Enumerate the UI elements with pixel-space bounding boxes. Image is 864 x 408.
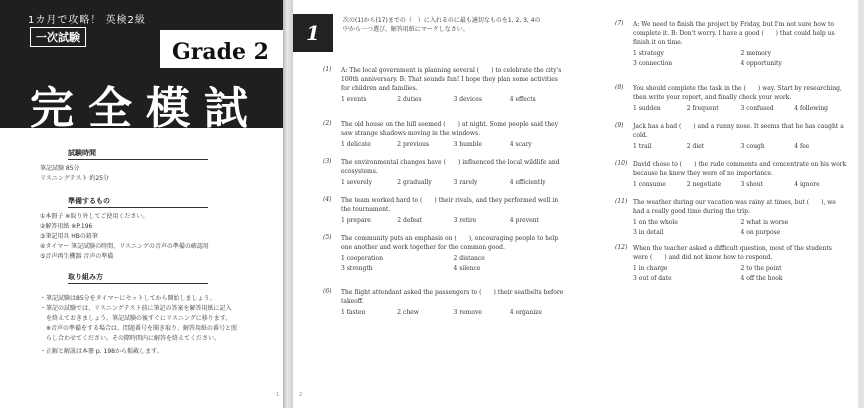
question-number: (7) [615,20,624,27]
question-10 [615,160,848,189]
option[interactable]: 1 prepare [341,217,371,224]
option[interactable]: 3 confused [740,105,774,112]
option[interactable]: 3 in detail [633,229,664,236]
option[interactable]: 3 rarely [453,179,478,186]
question-number: (1) [323,66,332,73]
option[interactable]: 3 devices [453,96,482,103]
question-number: (5) [323,234,332,241]
option[interactable]: 3 strength [341,265,373,272]
option[interactable]: 1 fasten [341,309,366,316]
question-number: (10) [615,160,628,167]
question-number: (2) [323,120,332,127]
question-stem: Jack has a bad ( ) and a runny nose. It seems that he has caught a cold. [633,123,844,139]
option[interactable]: 4 efficiently [509,179,546,186]
option[interactable]: 3 cough [740,143,765,150]
howto-line: ・筆記の試験では、リスニングテスト前に筆記の答案を解答用紙に記入 [40,305,232,312]
option[interactable]: 4 fee [794,143,810,150]
option[interactable]: 4 prevent [509,217,539,224]
time-line: 筆記試験 85分 [40,165,80,172]
question-stem: The old house on the hill seemed ( ) at night. Some people said they saw strange shadows moving in the windows. [341,121,559,137]
option[interactable]: 4 on purpose [740,229,781,236]
instructions: 次の(1)から(17)までの（ ）に入れるのに最も適切なものを1, 2, 3, 4の中から一つ選び、解答用紙にマークしなさい。 [343,17,541,33]
section-title-howto: 取り組み方 [68,272,208,284]
question-7 [615,20,848,68]
question-stem: A: The local government is planning several ( ) to celebrate the city's 100th anniversary. B: That sounds fun! I hope they plan some activities for children and families. [341,67,562,92]
page-edge [858,0,864,408]
option[interactable]: 1 strategy [633,50,664,57]
grade-label: Grade 2 [172,39,269,65]
prep-line: ①本冊子 ※取り外してご使用ください。 [40,213,149,220]
option[interactable]: 2 frequent [686,105,719,112]
option[interactable]: 2 distance [453,255,485,262]
option[interactable]: 2 defeat [397,217,423,224]
option[interactable]: 4 silence [453,265,481,272]
question-stem: When the teacher asked a difficult question, most of the students were ( ) and did not know how to respond. [633,245,832,261]
section-number-tab: 1 [293,14,333,52]
question-5 [323,234,566,273]
option[interactable]: 4 effects [509,96,536,103]
question-12 [615,244,848,283]
howto-line: らし合わせてください。その際時間内に解答を終えてください。 [40,335,221,342]
question-number: (3) [323,158,332,165]
question-2 [323,120,566,149]
option[interactable]: 4 following [794,105,829,112]
option[interactable]: 4 off the hook [740,275,783,282]
question-stem: The community puts an emphasis on ( ), encouraging people to help one another and work together for the common good. [341,235,559,251]
option[interactable]: 2 what is worse [740,219,789,226]
howto-line: ・正解と解説は本冊 p. 198から掲載します。 [40,348,163,355]
option[interactable]: 4 scary [509,141,532,148]
option[interactable]: 4 organize [509,309,542,316]
question-number: (11) [615,198,628,205]
question-number: (12) [615,244,628,251]
question-11 [615,198,848,237]
option[interactable]: 3 out of date [633,275,672,282]
question-stem: A: We need to finish the project by Friday, but I'm not sure how to complete it. B: Don't worry. I have a good ( ) that could help us finish it on time. [633,21,835,46]
option[interactable]: 2 previous [397,141,430,148]
question-number: (6) [323,288,332,295]
option[interactable]: 3 remove [453,309,482,316]
prep-line: ②解答用紙 ※P.196 [40,223,93,230]
header-subtitle: 1カ月で攻略！ 英検2級 [28,15,146,26]
option[interactable]: 1 cooperation [341,255,383,262]
option[interactable]: 2 to the point [740,265,782,272]
question-stem: The environmental changes have ( ) influenced the local wildlife and ecosystems. [341,159,560,175]
question-8 [615,84,848,113]
option[interactable]: 2 memory [740,50,772,57]
option[interactable]: 4 opportunity [740,60,782,67]
question-number: (4) [323,196,332,203]
section-title-time: 試験時間 [68,148,208,160]
prep-line: ④タイマー 筆記試験の時間、リスニングの音声の準備の確認用 [40,243,209,250]
option[interactable]: 4 ignore [794,181,820,188]
cover-title: 完全模試 [30,83,262,134]
question-stem: David chose to ( ) the rude comments and concentrate on his work because he knew they were of no importance. [633,161,847,177]
option[interactable]: 1 sudden [633,105,661,112]
question-6 [323,288,566,317]
question-3 [323,158,566,187]
question-stem: The weather during our vacation was rainy at times, but ( ), we had a really good time during the trip. [633,199,836,215]
prep-line: ⑤音声再生機器 音声の準備 [40,253,114,260]
option[interactable]: 1 delicate [341,141,371,148]
option[interactable]: 1 events [341,96,367,103]
option[interactable]: 1 on the whole [633,219,678,226]
howto-line: ※音声の準備をする場合は、問題番号を聞き取り、解答用紙の番号と照 [40,325,238,332]
option[interactable]: 3 shout [740,181,764,188]
question-stem: You should complete the task in the ( ) way. Start by researching, then write your report, and finally check your work. [633,85,842,101]
howto-line: ・筆記試験は85分をタイマーにセットしてから開始しましょう。 [40,295,216,302]
exam-badge: 一次試験 [30,27,86,47]
howto-line: を終えておきましょう。筆記試験の後すぐにリスニングに移ります。 [40,315,232,322]
book-gutter [283,0,293,408]
option[interactable]: 1 severely [341,179,373,186]
question-9 [615,122,848,151]
option[interactable]: 2 negotiate [686,181,722,188]
option[interactable]: 1 consume [633,181,666,188]
time-line: リスニングテスト 約25分 [40,175,110,182]
section-title-prep: 準備するもの [68,196,208,208]
question-number: (8) [615,84,624,91]
left-page [0,0,283,408]
option[interactable]: 2 gradually [397,179,432,186]
prep-line: ③筆記用具 HBの鉛筆 [40,233,98,240]
question-stem: The flight attendant asked the passengers to ( ) their seatbelts before takeoff. [341,289,564,305]
option[interactable]: 3 humble [453,141,482,148]
right-page [293,0,858,408]
option[interactable]: 1 trail [633,143,652,150]
option[interactable]: 1 in charge [633,265,668,272]
option[interactable]: 3 connection [633,60,673,67]
question-4 [323,196,566,225]
option[interactable]: 2 chew [397,309,419,316]
option[interactable]: 2 duties [397,96,422,103]
page-number-right: 2 [299,392,303,398]
option[interactable]: 2 diet [686,143,705,150]
option[interactable]: 3 retire [453,217,477,224]
question-stem: The team worked hard to ( ) their rivals, and they performed well in the tournament. [341,197,559,213]
page-number-left: 1 [276,392,280,398]
question-1 [323,66,566,104]
question-number: (9) [615,122,624,129]
